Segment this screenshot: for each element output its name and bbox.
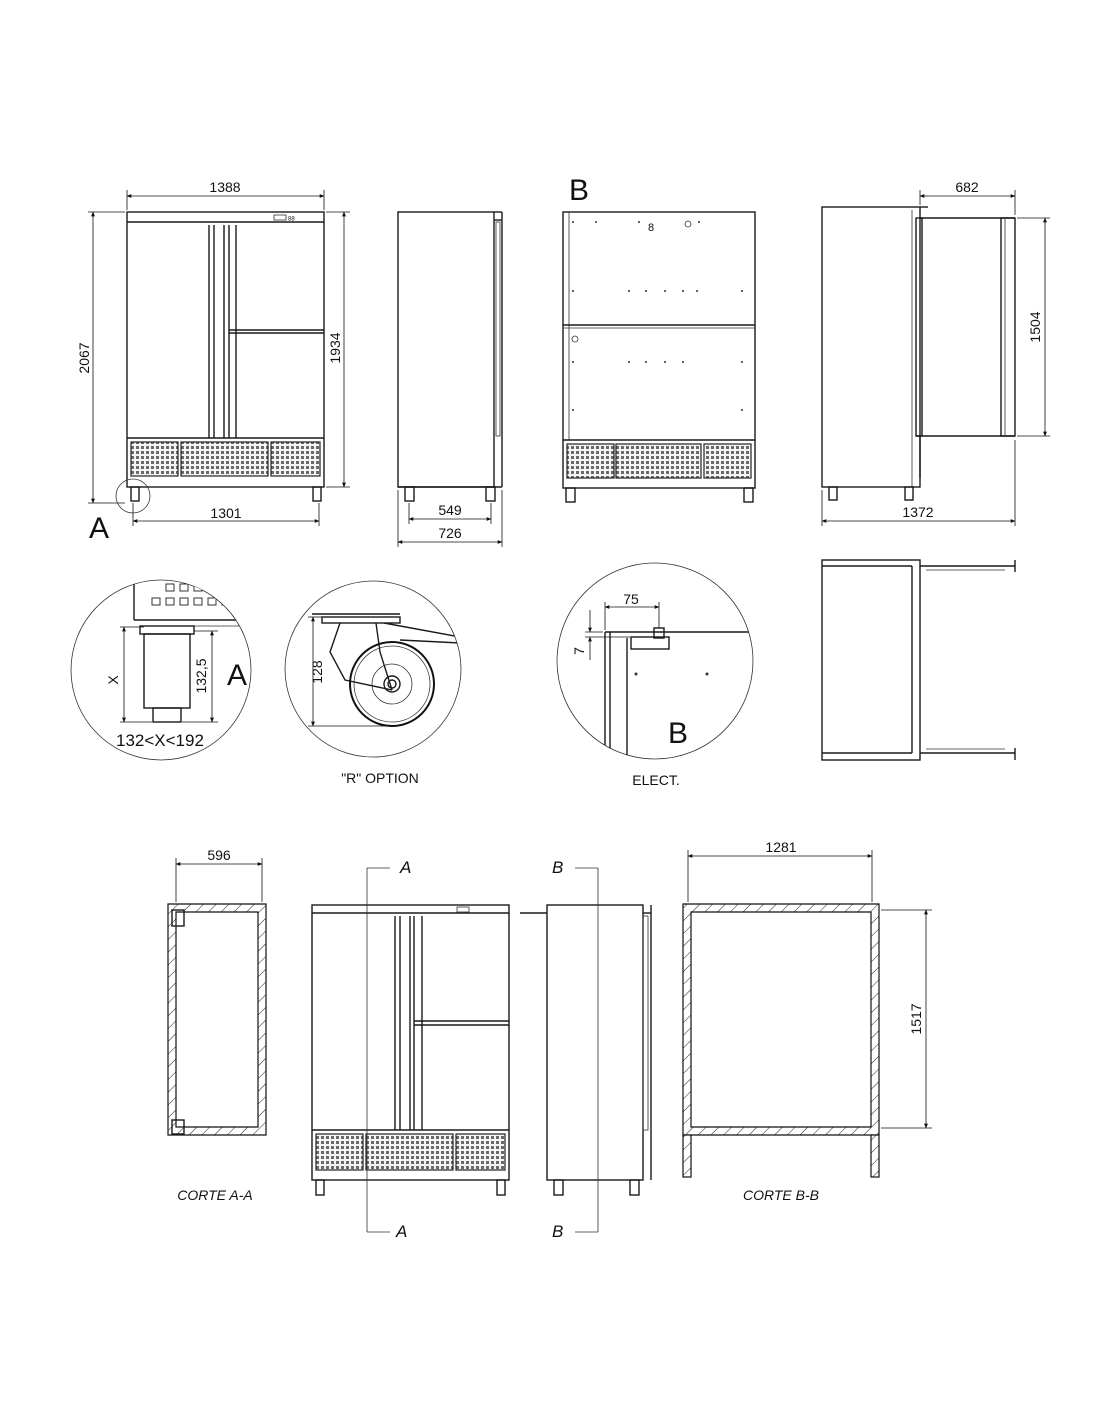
dim-open-depth: 682 (955, 179, 979, 195)
side-view (398, 212, 502, 547)
detail-electrical (557, 563, 760, 788)
dim-open-door-height: 1504 (1027, 311, 1043, 343)
detail-a-callout: A (89, 512, 110, 545)
elect-label: ELECT. (632, 772, 680, 788)
front-grille-right (271, 442, 320, 476)
rear-ref-mark: 8 (648, 222, 655, 234)
dim-section-a-depth: 596 (207, 847, 231, 863)
dim-side-depth: 726 (438, 525, 462, 541)
side-section-reference (520, 858, 651, 1241)
detail-a-title: A (227, 659, 248, 692)
front-view (76, 179, 350, 545)
cut-b-top: B (552, 858, 564, 877)
foot-range-label: 132<X<192 (116, 731, 204, 750)
front-section-reference (312, 858, 509, 1241)
open-door-view (822, 179, 1050, 526)
front-grille-mid (181, 442, 268, 476)
open-section-view (822, 560, 1015, 760)
foot-x-label: X (105, 675, 121, 685)
dim-section-b-height: 1517 (908, 1003, 924, 1035)
section-b-b (683, 839, 932, 1203)
ref-grille-mid (366, 1134, 453, 1170)
dim-leg-span: 1301 (210, 505, 242, 521)
cut-b-bottom: B (552, 1222, 564, 1241)
dim-front-width: 1388 (209, 179, 241, 195)
rear-grille-right (704, 444, 751, 478)
ref-grille-left (316, 1134, 363, 1170)
corte-b-label: CORTE B-B (743, 1187, 819, 1203)
dim-open-total: 1372 (902, 504, 934, 520)
section-a-a (168, 847, 266, 1203)
caster-option-label: "R" OPTION (341, 770, 419, 786)
detail-a-foot (71, 570, 260, 760)
dim-section-b-width: 1281 (765, 839, 797, 855)
dim-elect-x: 75 (623, 591, 639, 607)
cut-a-top: A (400, 858, 412, 877)
rear-view (563, 174, 755, 502)
display-readout: 88 (288, 216, 295, 223)
detail-b-title: B (668, 717, 689, 750)
cut-a-bottom: A (396, 1222, 408, 1241)
dim-front-inner-height: 1934 (327, 332, 343, 364)
ref-grille-right (456, 1134, 505, 1170)
dim-front-height: 2067 (76, 342, 92, 374)
front-grille-left (131, 442, 178, 476)
detail-caster (285, 581, 461, 786)
detail-b-callout: B (569, 174, 590, 207)
rear-grille-left (567, 444, 614, 478)
dim-side-inner-depth: 549 (438, 502, 462, 518)
rear-screws (572, 221, 743, 411)
rear-grille-mid (616, 444, 701, 478)
corte-a-label: CORTE A-A (177, 1187, 253, 1203)
dim-foot-height: 132,5 (193, 658, 209, 694)
dim-caster-height: 128 (309, 660, 325, 684)
dim-elect-y: 7 (571, 647, 587, 655)
